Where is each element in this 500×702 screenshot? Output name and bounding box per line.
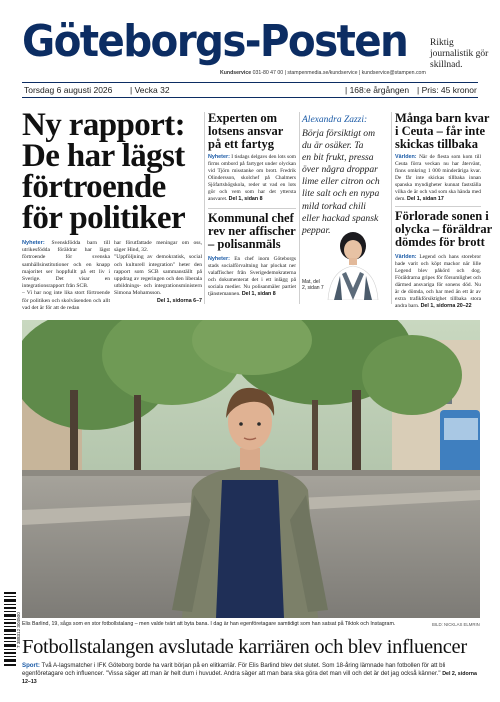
column-quote (302, 128, 388, 237)
masthead (22, 16, 489, 80)
story-ceuta-headline[interactable] (395, 111, 490, 151)
story-affischer-text: En chef inom Göteborgs stads socialförvaltning har plockat ner valaffischer från Sverigedemokraterna och dokumenterat det i ett inlägg på sociala medier. Nu polisanmäler partiet tjänstemannen. (208, 256, 296, 297)
story-lotsen-kicker: Nyheter: (208, 154, 230, 160)
story-affischer-body (208, 256, 296, 298)
kundservice-text: 031-80 47 00 | stampenmedia.se/kundservice | kundservice@stampen.com (251, 70, 426, 76)
story-ceuta-body (395, 154, 481, 203)
column-quote-line: lite salt och en nypa (302, 188, 380, 200)
story-olycka-page-ref[interactable]: Del 1, sidorna 20–22 (420, 303, 472, 309)
story-olycka-headline-line: dömdes för brott (395, 235, 485, 249)
story-olycka-headline[interactable] (395, 209, 493, 249)
barcode-number: 7 388312 304500 (16, 612, 21, 648)
kundservice-line (220, 70, 426, 76)
story-ceuta-headline-line: i Ceuta – får inte (395, 124, 486, 138)
sport-text: Två A-lagsmatcher i IFK Göteborg borde ha varit början på en elitkarriär. För Elis Barlind blev det slutet. Som 18-åring lämnade han fotbollen för att bli egenföretagare och influencer. "Vissa säger att man är helt dum i huvudet. Andra säger att man bara ska göra det man vill och det är det jag också känner." (22, 662, 446, 677)
tagline: Riktig journalistik gör skillnad. (430, 38, 489, 70)
lead-kicker: Nyheter: (22, 240, 45, 246)
column-divider (299, 112, 300, 304)
story-ceuta-text: När de flesta som kom till Ceuta förra veckan nu har återvänt, finns omkring 1 000 minderåriga kvar. De får inte skickas tillbaka innan spanska myndigheter kunnat fastställa vilka de är och vad som ska hända med dem. (395, 154, 481, 202)
story-lotsen-text: I tisdags delgavs den lots som firms ombord på fartyget under olyckan vid Tjörn misstanke om brott. Fredrik Olindersson, skolchef på Chalmers Sjöfartshögskola, reder ut vad en lots gör och vem som har det yttersta ansvaret. (208, 154, 296, 202)
barcode (3, 590, 17, 670)
lead-headline-line: förtroende (22, 169, 166, 205)
columnist-portrait (320, 228, 386, 300)
story-ceuta-headline-line: skickas tillbaka (395, 137, 479, 151)
photo-caption: Elis Barlind, 19, sågs som en stor fotbollstalang – men valde tvärt att byta bana. I dag är han egenföretagare samtidigt som han satsat på Tiktok och Instagram. (22, 621, 396, 627)
kundservice-label: Kundservice (220, 70, 252, 76)
story-lotsen-body (208, 154, 296, 203)
column-quote-line: över några droppar (302, 164, 378, 176)
story-ceuta-kicker: Världen: (395, 154, 417, 160)
column-quote-line: mild torkad chili (302, 200, 366, 212)
lead-text-2: har förutfattade meningar om oss, säger Hind, 32. "Uppföljning av demokratisk, social och kulturell integration" heter den rapport som SCB sammanställt på uppdrag av regeringen och den liberala utbildnings- och integrationsministern Simona Mohamsson. (114, 240, 202, 297)
issue-date: Torsdag 6 augusti 2026 (24, 85, 113, 95)
column-author[interactable]: Alexandra Zazzi: (302, 115, 368, 125)
column-divider (391, 112, 392, 304)
lead-headline-line: för politiker (22, 200, 185, 236)
story-affischer-kicker: Nyheter: (208, 256, 230, 262)
column-quote-line: peppar. (302, 224, 331, 236)
columnist-caption[interactable]: Mat, del 2, sidan 7 (302, 279, 324, 291)
dateline-bar (22, 82, 478, 98)
story-lotsen-headline[interactable]: Experten om lotsens ansvar på ett fartyg (208, 111, 284, 151)
sport-kicker: Sport: (22, 662, 40, 669)
lead-headline[interactable] (22, 107, 202, 236)
story-olycka-kicker: Världen: (395, 254, 417, 260)
sport-body (22, 662, 480, 686)
story-affischer-headline[interactable]: Kommunal chef rev ner affischer – polisanmäls (208, 211, 296, 251)
photo-credit: BILD: NICKLAS ELMRIN (432, 622, 480, 627)
column-quote-line: Börja försiktigt om (302, 128, 376, 139)
lead-page-ref[interactable]: Del 1, sidorna 6–7 (156, 297, 202, 304)
lead-text-1: Svenskfödda barn till utrikesfödda föräldrar har lägst förtroende för svenska samhällsinstitutioner och en knapp majoritet ser hoppfullt på ett liv i Sverige. Det visar en integrationsrapport från SCB. – Vi har nog inte lika stort förtroende för politiken och skolväsenden och allt vad det är för att de redan (22, 240, 110, 311)
story-divider (208, 208, 296, 209)
story-ceuta-headline-line: Många barn kvar (395, 111, 490, 125)
column-quote-line: du är osäker. Ta (302, 140, 364, 152)
column-quote-line: lime eller citron och (302, 176, 380, 188)
lead-headline-line: Ny rapport: (22, 107, 185, 143)
story-ceuta-page-ref[interactable]: Del 1, sidan 17 (407, 196, 444, 202)
lead-body-column-1 (22, 240, 110, 312)
column-divider (204, 112, 205, 304)
newspaper-logo[interactable]: Göteborgs-Posten (22, 16, 408, 67)
story-lotsen-page-ref[interactable]: Del 1, sidan 8 (228, 196, 263, 202)
story-affischer-page-ref[interactable]: Del 1, sidan 8 (241, 291, 276, 297)
issue-week: | Vecka 32 (130, 85, 170, 95)
story-olycka-headline-line: olycka – föräldrar (395, 222, 493, 236)
issue-price: | Pris: 45 kronor (417, 85, 477, 95)
sport-page-ref[interactable]: Del 2, sidorna 12–13 (22, 671, 477, 685)
column-quote-line: en bit frukt, pressa (302, 152, 374, 164)
sport-headline[interactable]: Fotbollstalangen avslutade karriären och blev influencer (22, 636, 467, 658)
story-olycka-body (395, 254, 481, 310)
column-quote-line: eller hackad spansk (302, 212, 379, 224)
lead-body-column-2 (114, 240, 202, 305)
main-photo[interactable] (22, 320, 480, 618)
story-olycka-text: Legend och hans storebror hade varit och köpt mackor när lille Legend blev påkörd och dog. Föräldrarna gripes för försumlighet och därmed ansvariga för sonens död. Nu är de dömda, och har med än ett år av extra trafikförsiktighet tillbaka stora andra barn. (395, 254, 481, 309)
issue-year: | 168:e årgången (345, 85, 410, 95)
story-divider (395, 206, 481, 207)
lead-headline-line: De har lägst (22, 138, 185, 174)
story-olycka-headline-line: Förlorade sonen i (395, 209, 489, 223)
